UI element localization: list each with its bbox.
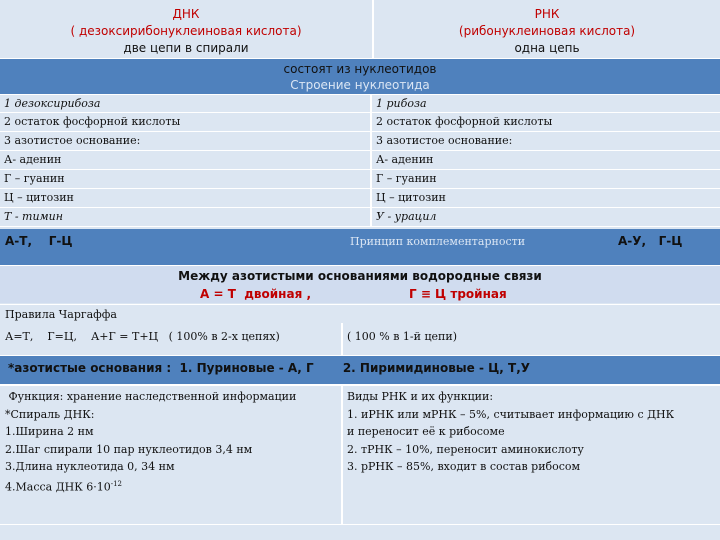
structure-dna-cell: Ц – цитозин <box>4 191 74 204</box>
dna-function-line: 1.Ширина 2 нм <box>5 425 94 438</box>
chargaff-rna-rule: ( 100 % в 1-й цепи) <box>347 330 457 343</box>
dna-full-name: ( дезоксирибонуклеиновая кислота) <box>70 24 302 38</box>
structure-divider <box>370 208 372 226</box>
structure-divider <box>370 132 372 150</box>
dna-mass-exponent: -12 <box>110 479 123 488</box>
header-row <box>0 0 720 58</box>
structure-dna-cell: 1 дезоксирибоза <box>4 97 101 110</box>
chargaff-row <box>0 304 720 356</box>
rna-description: одна цепь <box>514 41 580 55</box>
rna-pairs: А-У, Г-Ц <box>618 234 683 248</box>
structure-divider <box>370 113 372 131</box>
bases-row <box>0 356 720 384</box>
structure-rna-cell: 1 рибоза <box>376 97 427 110</box>
structure-dna-cell: Г – гуанин <box>4 172 65 185</box>
rna-functions <box>347 388 717 476</box>
structure-divider <box>370 151 372 169</box>
structure-divider <box>370 189 372 207</box>
double-bond: А = Т двойная , <box>200 287 312 301</box>
dna-function-line <box>5 476 340 496</box>
structure-dna-cell: Т - тимин <box>4 210 64 223</box>
hydrogen-title: Между азотистыми основаниями водородные связи <box>178 269 542 283</box>
complementarity-row <box>0 229 720 265</box>
structure-row <box>0 170 720 189</box>
rna-full-name: (рибонуклеиновая кислота) <box>458 24 636 38</box>
structure-rna-cell: Ц – цитозин <box>376 191 446 204</box>
rna-function-line: 3. рРНК – 85%, входит в состав рибосом <box>347 460 581 473</box>
chargaff-divider <box>341 323 343 355</box>
dna-pairs: А-Т, Г-Ц <box>5 234 73 248</box>
structure-dna-cell: 2 остаток фосфорной кислоты <box>4 115 181 128</box>
triple-bond: Г ≡ Ц тройная <box>409 287 507 301</box>
structure-rna-cell: У - урацил <box>376 210 437 223</box>
bases-text: *азотистые основания : 1. Пуриновые - А, Г 2. Пиримидиновые - Ц, Т,У <box>8 361 530 375</box>
dna-function-line: *Спираль ДНК: <box>5 407 95 421</box>
structure-divider <box>370 170 372 188</box>
dna-function-line: Функция: хранение наследственной информации <box>5 390 297 403</box>
dna-function-line: 3.Длина нуклеотида 0, 34 нм <box>5 460 175 473</box>
functions-row <box>0 384 720 524</box>
rna-header <box>374 0 720 58</box>
rna-function-line: 1. иРНК или мРНК – 5%, считывает информацию с ДНК <box>347 407 675 421</box>
rna-function-line: и переносит её к рибосоме <box>347 425 505 438</box>
dna-function-line: 2.Шаг спирали 10 пар нуклеотидов 3,4 нм <box>5 442 253 456</box>
dna-functions <box>5 388 340 496</box>
bottom-filler <box>0 524 720 540</box>
structure-rna-cell: 3 азотистое основание: <box>376 134 513 147</box>
structure-row <box>0 189 720 208</box>
chargaff-dna-rule: А=Т, Г=Ц, А+Г = Т+Ц ( 100% в 2-х цепях) <box>5 330 280 343</box>
nucleotide-band <box>0 58 720 94</box>
structure-rna-cell: Г – гуанин <box>376 172 437 185</box>
chargaff-title: Правила Чаргаффа <box>5 308 117 321</box>
structure-dna-cell: 3 азотистое основание: <box>4 134 141 147</box>
dna-description: две цепи в спирали <box>123 41 249 55</box>
structure-row <box>0 113 720 132</box>
dna-title: ДНК <box>172 7 200 21</box>
band-subtitle: Строение нуклеотида <box>290 78 430 92</box>
rna-function-line: 2. тРНК – 10%, переносит аминокислоту <box>347 442 584 456</box>
structure-row <box>0 132 720 151</box>
structure-divider <box>370 95 372 112</box>
rna-function-line: Виды РНК и их функции: <box>347 390 494 403</box>
complementarity-principle: Принцип комплементарности <box>350 235 526 248</box>
hydrogen-bonds-row <box>0 265 720 303</box>
structure-row <box>0 208 720 227</box>
rna-title: РНК <box>534 7 560 21</box>
structure-dna-cell: А- аденин <box>4 153 62 166</box>
band-title: состоят из нуклеотидов <box>283 62 437 76</box>
dna-header <box>0 0 372 58</box>
functions-divider <box>341 386 343 524</box>
structure-rna-cell: 2 остаток фосфорной кислоты <box>376 115 553 128</box>
structure-row <box>0 151 720 170</box>
structure-rna-cell: А- аденин <box>376 153 434 166</box>
dna-mass: 4.Масса ДНК 6·10 <box>5 480 111 494</box>
structure-row <box>0 94 720 113</box>
